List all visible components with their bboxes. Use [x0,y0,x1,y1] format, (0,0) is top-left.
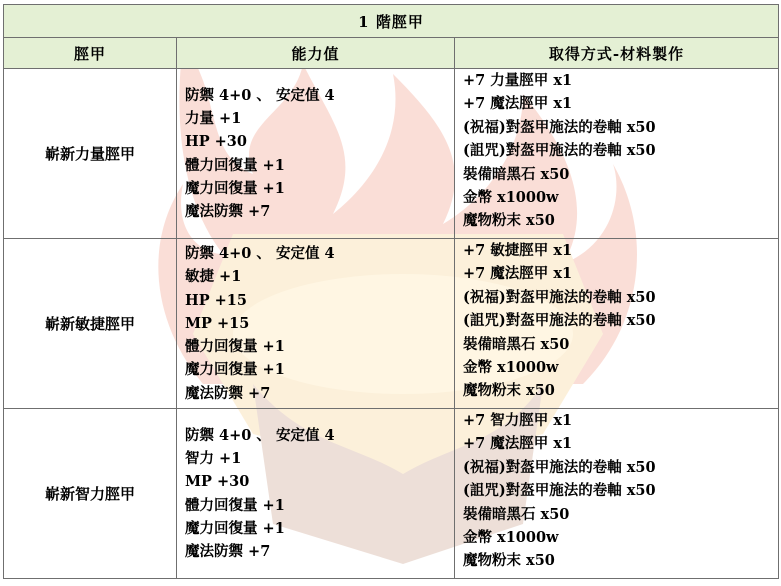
material-line: (詛咒)對盔甲施法的卷軸 x50 [463,312,656,330]
material-line: (祝福)對盔甲施法的卷軸 x50 [463,118,656,136]
stat-line: 魔法防禦 +7 [185,202,271,220]
item-name: 嶄新智力脛甲 [4,409,177,579]
column-header-stats: 能力值 [177,38,455,69]
stats-cell [177,69,455,239]
material-line: 金幣 x1000w [463,529,559,547]
document-page [3,4,778,582]
item-name: 嶄新敏捷脛甲 [4,239,177,409]
material-line: (祝福)對盔甲施法的卷軸 x50 [463,288,656,306]
material-line: 魔物粉末 x50 [463,212,555,230]
stat-line: MP +30 [185,473,250,491]
material-line: +7 魔法脛甲 x1 [463,265,573,283]
leg-armor-table [3,4,779,579]
table-row [4,239,779,409]
table-title: 1 階脛甲 [4,5,779,38]
stat-line: 魔法防禦 +7 [185,384,271,402]
stat-line: 防禦 4+0 、 安定值 4 [185,245,335,263]
stat-line: HP +30 [185,133,247,151]
stat-line: MP +15 [185,314,250,332]
material-line: +7 魔法脛甲 x1 [463,95,573,113]
stat-line: 體力回復量 +1 [185,338,285,356]
stat-line: 體力回復量 +1 [185,156,285,174]
material-line: 裝備暗黑石 x50 [463,505,570,523]
stats-cell [177,409,455,579]
stat-line: 智力 +1 [185,450,242,468]
stat-line: 防禦 4+0 、 安定值 4 [185,86,335,104]
table-row [4,69,779,239]
item-name: 嶄新力量脛甲 [4,69,177,239]
material-line: (詛咒)對盔甲施法的卷軸 x50 [463,482,656,500]
stat-line: 魔力回復量 +1 [185,519,285,537]
stat-line: 魔力回復量 +1 [185,179,285,197]
material-line: 魔物粉末 x50 [463,552,555,570]
material-line: 金幣 x1000w [463,359,559,377]
materials-cell [455,409,779,579]
column-header-item: 脛甲 [4,38,177,69]
materials-cell [455,239,779,409]
material-line: (詛咒)對盔甲施法的卷軸 x50 [463,142,656,160]
material-line: 裝備暗黑石 x50 [463,165,570,183]
stat-line: 魔法防禦 +7 [185,542,271,560]
material-line: 裝備暗黑石 x50 [463,335,570,353]
stat-line: 防禦 4+0 、 安定值 4 [185,426,335,444]
material-line: 魔物粉末 x50 [463,382,555,400]
material-line: +7 魔法脛甲 x1 [463,435,573,453]
stat-line: 敏捷 +1 [185,268,242,286]
stat-line: HP +15 [185,291,247,309]
stat-line: 魔力回復量 +1 [185,361,285,379]
stat-line: 體力回復量 +1 [185,496,285,514]
material-line: +7 敏捷脛甲 x1 [463,242,573,259]
stats-cell [177,239,455,409]
table-row [4,409,779,579]
material-line: (祝福)對盔甲施法的卷軸 x50 [463,458,656,476]
material-line: 金幣 x1000w [463,189,559,207]
materials-cell [455,69,779,239]
column-header-acquisition: 取得方式-材料製作 [455,38,779,69]
material-line: +7 智力脛甲 x1 [463,412,573,429]
stat-line: 力量 +1 [185,110,242,128]
material-line: +7 力量脛甲 x1 [463,72,573,89]
